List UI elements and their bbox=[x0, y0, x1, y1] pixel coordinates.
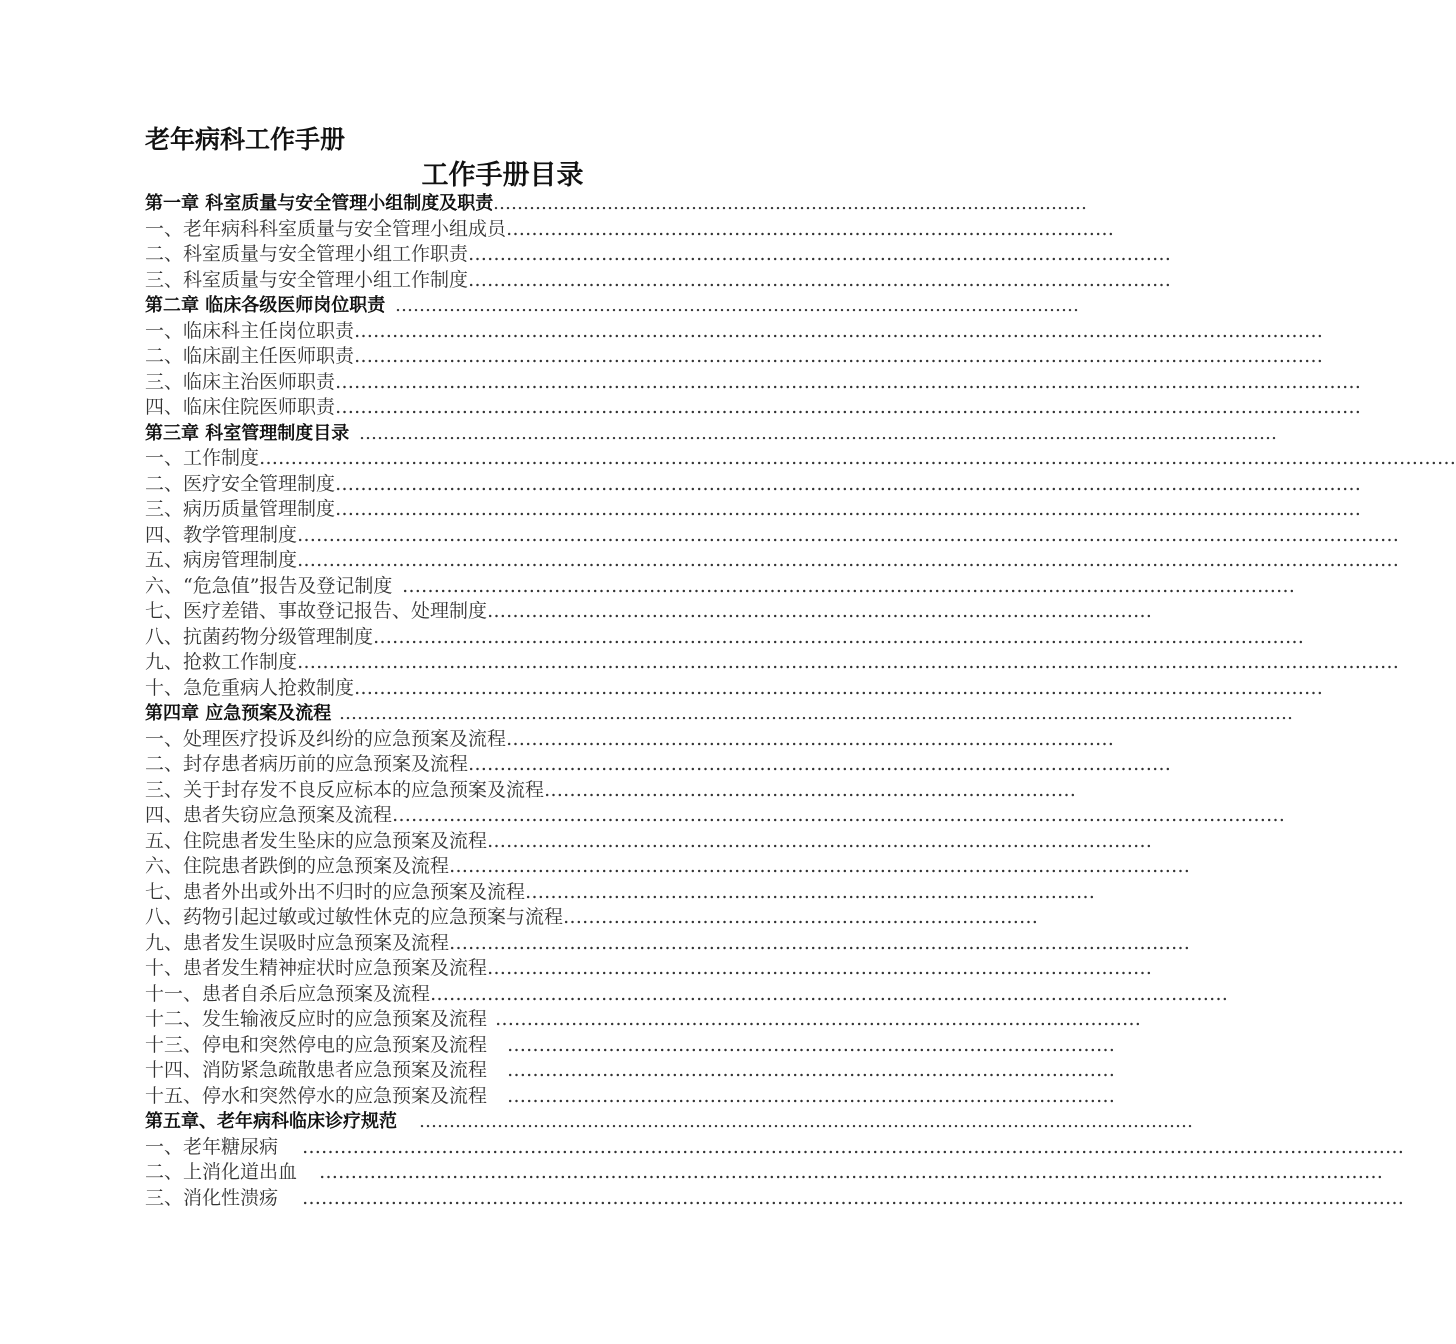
toc-leader-dots: …………………………………………………………………………………… bbox=[507, 1084, 1115, 1107]
toc-leader-dots: …………………………………………………………………………………………………………………………………………… bbox=[339, 703, 1293, 724]
toc-item-label: 六、“危急值”报告及登记制度 bbox=[145, 574, 393, 597]
toc-item-label: 十四、消防紧急疏散患者应急预案及流程 bbox=[145, 1059, 488, 1081]
toc-leader-dots: …………………………………………………………………………………………………………………………… bbox=[402, 574, 1295, 597]
toc-leader-dots: …………………………………………………………………………………………………………………………………………………… bbox=[319, 1161, 1383, 1183]
toc-leader-dots: …………………………………………………………………………………………… bbox=[487, 829, 1152, 852]
toc-item-label: 一、处理医疗投诉及纠纷的应急预案及流程 bbox=[145, 727, 507, 750]
toc-leader-dots: ……………………………………………………………………………………………………………… bbox=[430, 982, 1228, 1005]
toc-item-label: 十、患者发生精神症状时应急预案及流程 bbox=[145, 957, 488, 979]
toc-item-row[interactable] bbox=[145, 650, 1399, 676]
toc-item-row[interactable] bbox=[145, 242, 1171, 268]
toc-item-row[interactable] bbox=[145, 1033, 1115, 1059]
toc-item-row[interactable] bbox=[145, 370, 1361, 396]
toc-item-row[interactable] bbox=[145, 931, 1190, 957]
toc-item-row[interactable] bbox=[145, 497, 1361, 523]
toc-item-row[interactable] bbox=[145, 803, 1285, 829]
toc-item-row[interactable] bbox=[145, 1186, 1404, 1212]
toc-leader-dots: …………………………………………………………………………………………… bbox=[487, 957, 1152, 979]
toc-leader-dots: ……………………………………………………………………………………………………………………………………… bbox=[359, 422, 1277, 444]
toc-item-row[interactable] bbox=[145, 472, 1361, 498]
toc-item-row[interactable] bbox=[145, 829, 1152, 855]
toc-item-row[interactable] bbox=[145, 1084, 1115, 1110]
toc-item-label: 四、教学管理制度 bbox=[145, 523, 298, 546]
toc-chapter-row[interactable] bbox=[145, 701, 1293, 727]
toc-leader-dots: ……………………………………………………………………………………………………………………………………………… bbox=[335, 472, 1361, 495]
toc-leader-dots: …………………………………………………………………………………… bbox=[506, 727, 1114, 750]
toc-item-label: 十一、患者自杀后应急预案及流程 bbox=[145, 982, 431, 1005]
toc-item-label: 二、医疗安全管理制度 bbox=[145, 472, 336, 495]
toc-item-row[interactable] bbox=[145, 574, 1295, 600]
toc-leader-dots: ……………………………………………………………………………………………………………………………………… bbox=[354, 319, 1323, 342]
toc-item-label: 七、医疗差错、事故登记报告、处理制度 bbox=[145, 600, 488, 622]
toc-leader-dots: ………………………………………………………………………………………… bbox=[495, 1008, 1141, 1030]
toc-item-label: 二、上消化道出血 bbox=[145, 1161, 298, 1183]
toc-leader-dots: …………………………………………………………………………………… bbox=[507, 1033, 1115, 1056]
toc-leader-dots: ……………………………………………………………………………… bbox=[525, 880, 1095, 903]
toc-item-row[interactable] bbox=[145, 854, 1190, 880]
toc-item-label: 八、抗菌药物分级管理制度 bbox=[145, 625, 374, 648]
toc-item-label: 十三、停电和突然停电的应急预案及流程 bbox=[145, 1033, 488, 1056]
toc-leader-dots: ……………………………………………………………………………………………………… bbox=[449, 855, 1190, 877]
toc-leader-dots: …………………………………………………………………………………… bbox=[506, 217, 1114, 240]
toc-leader-dots: ……………………………………………………………………………………… bbox=[493, 193, 1087, 214]
toc-leader-dots: ………………………………………………………………………………………………… bbox=[468, 753, 1171, 775]
toc-leader-dots: ……………………………………………………………………………………………………………………………………………………………………… bbox=[259, 447, 1456, 469]
toc-item-row[interactable] bbox=[145, 1135, 1404, 1161]
toc-chapter-row[interactable] bbox=[145, 191, 1087, 217]
toc-item-row[interactable] bbox=[145, 548, 1399, 574]
toc-item-label: 九、患者发生误吸时应急预案及流程 bbox=[145, 931, 450, 954]
toc-chapter-row[interactable] bbox=[145, 421, 1277, 447]
toc-item-row[interactable] bbox=[145, 956, 1152, 982]
toc-item-row[interactable] bbox=[145, 1160, 1383, 1186]
toc-item-label: 十二、发生输液反应时的应急预案及流程 bbox=[145, 1008, 488, 1030]
toc-item-label: 三、消化性溃疡 bbox=[145, 1186, 279, 1209]
toc-chapter-label: 第四章 应急预案及流程 bbox=[145, 703, 332, 724]
toc-chapter-label: 第二章 临床各级医师岗位职责 bbox=[145, 295, 386, 316]
toc-item-row[interactable] bbox=[145, 982, 1228, 1008]
toc-item-label: 三、科室质量与安全管理小组工作制度 bbox=[145, 268, 469, 291]
toc-item-label: 六、住院患者跌倒的应急预案及流程 bbox=[145, 855, 450, 877]
toc-item-label: 三、病历质量管理制度 bbox=[145, 498, 336, 520]
toc-item-label: 八、药物引起过敏或过敏性休克的应急预案与流程 bbox=[145, 906, 564, 928]
toc-item-row[interactable] bbox=[145, 599, 1152, 625]
toc-leader-dots: ………………………………………………………………………………………………………………………………………………………… bbox=[302, 1135, 1404, 1158]
toc-item-label: 一、工作制度 bbox=[145, 447, 260, 469]
toc-item-row[interactable] bbox=[145, 319, 1323, 345]
toc-item-row[interactable] bbox=[145, 625, 1304, 651]
toc-item-label: 四、患者失窃应急预案及流程 bbox=[145, 804, 393, 826]
toc-item-row[interactable] bbox=[145, 1007, 1141, 1033]
toc-item-label: 一、老年病科科室质量与安全管理小组成员 bbox=[145, 217, 507, 240]
toc-leader-dots: ………………………………………………………………………………………………… bbox=[468, 243, 1171, 265]
toc-item-label: 三、关于封存发不良反应标本的应急预案及流程 bbox=[145, 778, 545, 801]
toc-leader-dots: …………………………………………………………………………………………………………………………… bbox=[392, 804, 1285, 826]
document-title: 老年病科工作手册 bbox=[145, 125, 346, 154]
toc-leader-dots: …………………………………………………………………………………… bbox=[507, 1059, 1115, 1081]
toc-leader-dots: …………………………………………………………………………………………… bbox=[487, 600, 1152, 622]
toc-item-label: 一、临床科主任岗位职责 bbox=[145, 319, 355, 342]
toc-leader-dots: ………………………………………………………………………………………………………………… bbox=[419, 1111, 1193, 1132]
toc-item-row[interactable] bbox=[145, 217, 1114, 243]
toc-item-row[interactable] bbox=[145, 344, 1323, 370]
toc-chapter-label: 第一章 科室质量与安全管理小组制度及职责 bbox=[145, 193, 494, 214]
toc-item-label: 七、患者外出或外出不归时的应急预案及流程 bbox=[145, 880, 526, 903]
toc-leader-dots: ………………………………………………………………………………………………………………………………… bbox=[373, 625, 1304, 648]
toc-chapter-row[interactable] bbox=[145, 293, 1079, 319]
toc-leader-dots: ……………………………………………………………………………………………………………………………………………… bbox=[335, 396, 1361, 418]
toc-leader-dots: ………………………………………………………………………………………………………………………………………………………… bbox=[297, 523, 1399, 546]
toc-leader-dots: ………………………………………………………………………… bbox=[544, 778, 1076, 801]
toc-item-row[interactable] bbox=[145, 523, 1399, 549]
toc-item-row[interactable] bbox=[145, 1058, 1115, 1084]
toc-item-label: 三、临床主治医师职责 bbox=[145, 370, 336, 393]
toc-item-row[interactable] bbox=[145, 676, 1323, 702]
toc-item-row[interactable] bbox=[145, 395, 1361, 421]
toc-item-row[interactable] bbox=[145, 905, 1038, 931]
toc-chapter-label: 第五章、老年病科临床诊疗规范 bbox=[145, 1111, 397, 1132]
toc-item-label: 一、老年糖尿病 bbox=[145, 1135, 279, 1158]
toc-leader-dots: ……………………………………………………………………………………………………… bbox=[449, 931, 1190, 954]
toc-leader-dots: ………………………………………………………………… bbox=[563, 906, 1038, 928]
toc-heading: 工作手册目录 bbox=[421, 160, 584, 191]
toc-item-label: 五、住院患者发生坠床的应急预案及流程 bbox=[145, 829, 488, 852]
toc-leader-dots: …………………………………………………………………………………………………… bbox=[395, 295, 1079, 316]
toc-leader-dots: ……………………………………………………………………………………………………………………………………………… bbox=[335, 370, 1361, 393]
toc-item-label: 四、临床住院医师职责 bbox=[145, 396, 336, 418]
toc-chapter-row[interactable] bbox=[145, 1109, 1193, 1135]
toc-leader-dots: ……………………………………………………………………………………………………………………………………… bbox=[354, 345, 1323, 367]
toc-item-row[interactable] bbox=[145, 446, 1456, 472]
toc-leader-dots: ……………………………………………………………………………………………………………………………………………… bbox=[335, 498, 1361, 520]
toc-item-label: 九、抢救工作制度 bbox=[145, 651, 298, 673]
toc-item-label: 二、临床副主任医师职责 bbox=[145, 345, 355, 367]
toc-item-row[interactable] bbox=[145, 880, 1095, 906]
toc-leader-dots: ……………………………………………………………………………………………………………………………………… bbox=[354, 676, 1323, 699]
toc-leader-dots: ………………………………………………………………………………………………………………………………………………………… bbox=[302, 1186, 1404, 1209]
toc-leader-dots: ………………………………………………………………………………………………… bbox=[468, 268, 1171, 291]
toc-item-label: 十、急危重病人抢救制度 bbox=[145, 676, 355, 699]
toc-item-row[interactable] bbox=[145, 752, 1171, 778]
toc-chapter-label: 第三章 科室管理制度目录 bbox=[145, 422, 350, 444]
toc-item-label: 二、科室质量与安全管理小组工作职责 bbox=[145, 243, 469, 265]
toc-leader-dots: ………………………………………………………………………………………………………………………………………………………… bbox=[297, 549, 1399, 571]
toc-item-label: 二、封存患者病历前的应急预案及流程 bbox=[145, 753, 469, 775]
toc-item-row[interactable] bbox=[145, 268, 1171, 294]
toc-item-row[interactable] bbox=[145, 727, 1114, 753]
toc-item-label: 十五、停水和突然停水的应急预案及流程 bbox=[145, 1084, 488, 1107]
toc-leader-dots: ………………………………………………………………………………………………………………………………………………………… bbox=[297, 651, 1399, 673]
table-of-contents bbox=[145, 191, 1456, 1211]
toc-item-label: 五、病房管理制度 bbox=[145, 549, 298, 571]
toc-item-row[interactable] bbox=[145, 778, 1076, 804]
